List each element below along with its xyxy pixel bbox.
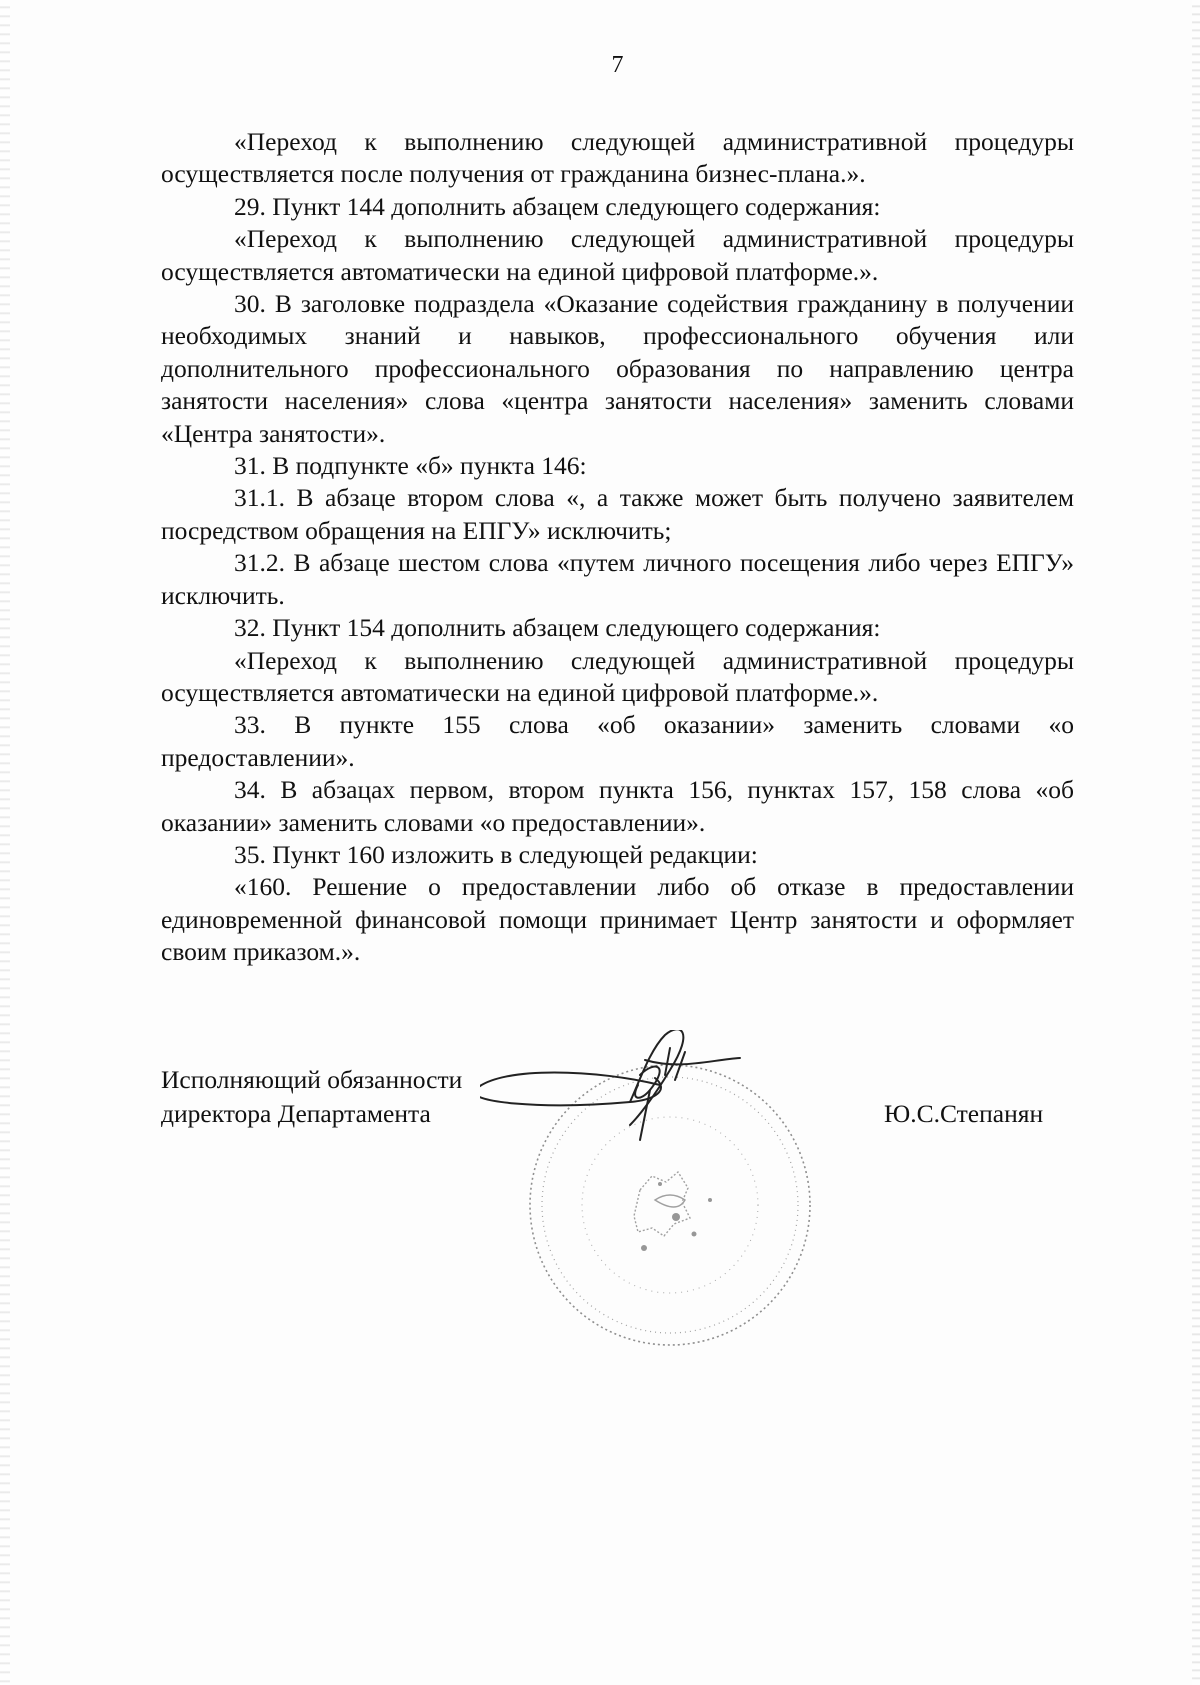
paragraph: «Переход к выполнению следующей административной процедуры осуществляется автоматически на единой цифровой платформе.».: [161, 645, 1074, 707]
handwritten-signature-icon: [480, 1030, 740, 1140]
paragraph: 33. В пункте 155 слова «об оказании» заменить словами «о предоставлении».: [161, 710, 1074, 772]
position-line: директора Департамента: [161, 1099, 431, 1128]
document-body: [161, 126, 1074, 969]
signatory-position: [161, 1063, 462, 1131]
paragraph: 31.2. В абзаце шестом слова «путем личного посещения либо через ЕПГУ» исключить.: [161, 548, 1074, 610]
paragraph: 29. Пункт 144 дополнить абзацем следующего содержания:: [234, 191, 881, 221]
scan-edge-left: [0, 0, 10, 1685]
position-line: Исполняющий обязанности: [161, 1065, 463, 1094]
paragraph: «Переход к выполнению следующей административной процедуры осуществляется автоматически на единой цифровой платформе.».: [161, 224, 1074, 286]
paragraph: 31. В подпункте «б» пункта 146:: [234, 451, 587, 481]
paragraph: 30. В заголовке подраздела «Оказание содействия гражданину в получении необходимых знаний и навыков, профессионального обучения или дополнительного профессионального образования по направлению центра занятости населения» слова «центра занятости населения» заменить словами «Центра занятости».: [161, 289, 1074, 448]
paragraph: «160. Решение о предоставлении либо об отказе в предоставлении единовременной финансовой помощи принимает Центр занятости и оформляет своим приказом.».: [161, 872, 1074, 967]
scan-edge-right: [1192, 0, 1200, 1685]
paragraph: 34. В абзацах первом, втором пункта 156, пунктах 157, 158 слова «об оказании» заменить словами «о предоставлении».: [161, 775, 1074, 837]
official-seal-icon: [530, 1065, 810, 1345]
page-number: 7: [611, 52, 624, 78]
paragraph: 35. Пункт 160 изложить в следующей редакции:: [234, 839, 758, 869]
signer-name: Ю.С.Степанян: [884, 1099, 1044, 1128]
paragraph: «Переход к выполнению следующей административной процедуры осуществляется после получения от гражданина бизнес-плана.».: [161, 127, 1074, 189]
paragraph: 32. Пункт 154 дополнить абзацем следующего содержания:: [234, 613, 881, 643]
paragraph: 31.1. В абзаце втором слова «, а также может быть получено заявителем посредством обращения на ЕПГУ» исключить;: [161, 483, 1074, 545]
seal-and-signature: [480, 1030, 820, 1360]
